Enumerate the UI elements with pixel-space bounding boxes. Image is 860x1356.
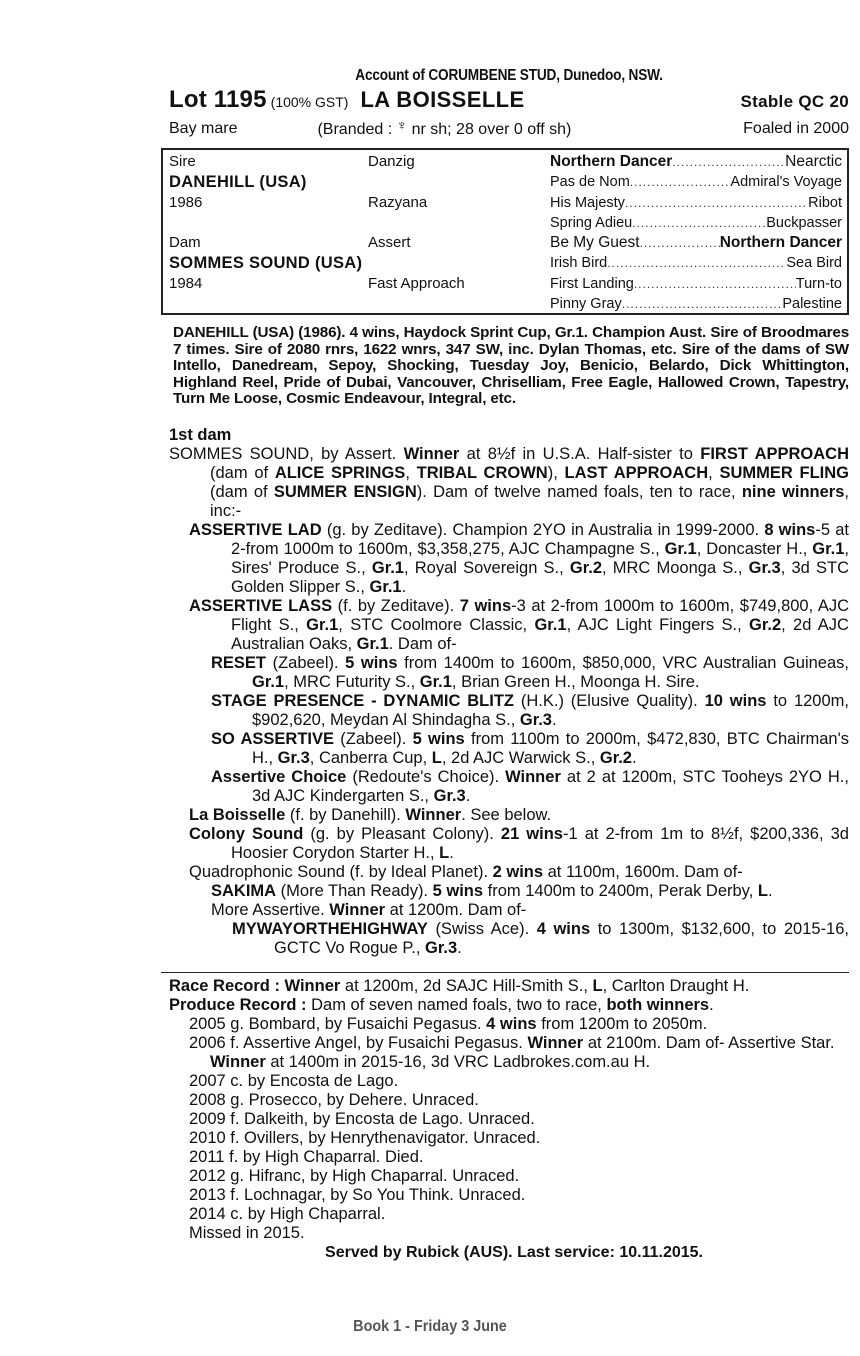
- text: 2006 f. Assertive Angel, by Fusaichi Pegasus.: [189, 1033, 528, 1052]
- brand-prefix: (Branded :: [317, 121, 393, 138]
- bold-text: L: [757, 881, 768, 900]
- produce-record: [169, 996, 849, 1015]
- text: 2009 f. Dalkeith, by Encosta de Lago. Unraced.: [189, 1109, 535, 1128]
- text: , STC Coolmore Classic,: [338, 615, 535, 634]
- bold-text: 4 wins: [536, 919, 591, 938]
- pedigree-cell: Sire: [169, 153, 196, 170]
- text: from 1400m to 1600m, $850,000, VRC Australian Guineas,: [397, 653, 849, 672]
- dot-leader: [634, 274, 796, 294]
- pedigree-ancestor-row: [550, 213, 842, 233]
- bold-text: Winner: [403, 444, 460, 463]
- produce-item: [189, 1205, 849, 1224]
- ancestor-sire: Palestine: [782, 296, 842, 313]
- text: , 2d AJC Warwick S.,: [441, 748, 600, 767]
- text: (dam of: [210, 482, 274, 501]
- dam-family-entry: [211, 654, 849, 692]
- text: .: [465, 786, 471, 805]
- pedigree-cell: Dam: [169, 234, 201, 252]
- dot-leader: [672, 152, 785, 172]
- text: (g. by Pleasant Colony).: [303, 824, 501, 843]
- dam-family-entry: [189, 521, 849, 597]
- pedigree-cell: Danzig: [368, 153, 415, 170]
- bold-text: Gr.1: [812, 539, 845, 558]
- text: (f. by Danehill).: [285, 805, 406, 824]
- text: .: [767, 881, 773, 900]
- text: ). Dam of twelve named foals, ten to race,: [416, 482, 742, 501]
- stable-location: Stable QC 20: [740, 92, 849, 111]
- text: 2010 f. Ovillers, by Henrythenavigator. Unraced.: [189, 1128, 541, 1147]
- text: , Doncaster H.,: [696, 539, 813, 558]
- text: , Carlton Draught H.: [602, 976, 750, 995]
- bold-text: Gr.3: [425, 938, 458, 957]
- text: SOMMES SOUND, by Assert.: [169, 444, 404, 463]
- text: at 1400m in 2015-16, 3d VRC Ladbrokes.com.au H.: [265, 1052, 651, 1071]
- pedigree-ancestor-row: [550, 152, 842, 172]
- text: .: [449, 843, 454, 862]
- dam-family-entry: [189, 597, 849, 654]
- dot-leader: [632, 213, 766, 233]
- race-record: [169, 977, 849, 996]
- bold-text: 2 wins: [492, 862, 544, 881]
- bold-text: Winner: [284, 976, 341, 995]
- text: , inc:-: [210, 482, 849, 520]
- text: -5 at 2-from 1000m to 1600m, $3,358,275, AJC Champagne S.,: [231, 520, 849, 558]
- pedigree-cell: DANEHILL (USA): [169, 173, 307, 192]
- produce-item: [189, 1186, 849, 1205]
- produce-item: [189, 1167, 849, 1186]
- text: (Swiss Ace).: [427, 919, 537, 938]
- text: at 8½f in U.S.A. Half-sister to: [459, 444, 701, 463]
- pedigree-ancestor-row: [550, 172, 842, 192]
- text: .: [401, 577, 407, 596]
- text: from 1200m to 2050m.: [536, 1014, 708, 1033]
- brand-mark-icon: ♆: [396, 117, 408, 133]
- produce-item: [189, 1148, 849, 1167]
- pedigree-cell: SOMMES SOUND (USA): [169, 254, 363, 273]
- text: at 2100m. Dam of- Assertive Star.: [583, 1033, 835, 1052]
- bold-text: Gr.1: [306, 615, 339, 634]
- produce-list: [169, 1015, 849, 1243]
- dam-family-entry: [211, 882, 849, 901]
- pedigree-cell: Razyana: [368, 193, 428, 211]
- text: , Sires' Produce S.,: [231, 539, 849, 577]
- bold-text: 5 wins: [345, 653, 398, 672]
- bold-text: Gr.3: [519, 710, 552, 729]
- text: (g. by Zeditave). Champion 2YO in Australia in 1999-2000.: [321, 520, 765, 539]
- text: .: [551, 710, 557, 729]
- text: (H.K.) (Elusive Quality).: [514, 691, 705, 710]
- bold-text: Gr.2: [569, 558, 602, 577]
- ancestor-name: Be My Guest: [550, 234, 640, 252]
- bold-text: 5 wins: [432, 881, 484, 900]
- dot-leader: [607, 253, 786, 273]
- bold-text: FIRST APPROACH: [700, 444, 850, 463]
- horse-name: LA BOISSELLE: [360, 87, 525, 112]
- produce-item: [189, 1072, 849, 1091]
- bold-text: Colony Sound: [189, 824, 304, 843]
- dot-leader: [630, 172, 731, 192]
- bold-text: RESET: [211, 653, 267, 672]
- bold-text: 5 wins: [412, 729, 465, 748]
- text: , Royal Sovereign S.,: [403, 558, 570, 577]
- bold-text: 7 wins: [459, 596, 512, 615]
- pedigree-ancestor-row: [550, 233, 842, 253]
- text: -3 at 2-from 1000m to 1600m, $749,800, AJC Flight S.,: [231, 596, 849, 634]
- text: -1 at 2-from 1m to 8½f, $200,336, 3d Hoosier Corydon Starter H.,: [231, 824, 849, 862]
- produce-record-label: Produce Record :: [169, 995, 312, 1014]
- ancestor-name: Pinny Gray: [550, 296, 622, 313]
- dam-family-entry: [189, 825, 849, 863]
- text: Missed in 2015.: [189, 1223, 305, 1242]
- dot-leader: [625, 193, 808, 213]
- pedigree-ancestor-row: [550, 294, 842, 314]
- text: (Zabeel).: [266, 653, 346, 672]
- bold-text: Gr.1: [356, 634, 389, 653]
- bold-text: Gr.1: [369, 577, 402, 596]
- text: (Zabeel).: [334, 729, 413, 748]
- text: ,: [708, 463, 720, 482]
- text: . Dam of-: [388, 634, 457, 653]
- dam-family-entry: [211, 730, 849, 768]
- text: . See below.: [461, 805, 552, 824]
- pedigree-cell: [368, 172, 538, 192]
- text: .: [457, 938, 462, 957]
- bold-text: Gr.1: [371, 558, 404, 577]
- ancestor-sire: Admiral's Voyage: [730, 174, 842, 191]
- pedigree-ancestor-row: [550, 193, 842, 213]
- vendor-account: Account of CORUMBENE STUD, Dunedoo, NSW.: [355, 67, 663, 84]
- first-dam-entries: [169, 445, 849, 958]
- bold-text: ALICE SPRINGS: [274, 463, 406, 482]
- bold-text: La Boisselle: [189, 805, 286, 824]
- bold-text: SAKIMA: [211, 881, 277, 900]
- text: at 1200m. Dam of-: [385, 900, 527, 919]
- pedigree-cell: [368, 213, 538, 233]
- bold-text: Gr.1: [252, 672, 285, 691]
- text: .: [631, 748, 637, 767]
- bold-text: L: [439, 843, 450, 862]
- bold-text: Gr.3: [748, 558, 781, 577]
- foaled-year: Foaled in 2000: [743, 120, 849, 137]
- text: , AJC Light Fingers S.,: [566, 615, 750, 634]
- bold-text: STAGE PRESENCE - DYNAMIC BLITZ: [211, 691, 515, 710]
- pedigree-ancestor-row: [550, 253, 842, 273]
- ancestor-sire: Nearctic: [785, 153, 842, 170]
- text: to 1300m, $132,600, to 2015-16, GCTC Vo Rogue P.,: [274, 919, 849, 957]
- pedigree-great-grandparents-column: [550, 152, 842, 314]
- pedigree-cell: 1984: [169, 274, 203, 292]
- text: More Assertive.: [211, 900, 330, 919]
- sire-summary: DANEHILL (USA) (1986). 4 wins, Haydock Sprint Cup, Gr.1. Champion Aust. Sire of Broodmares 7 times. Sire of 2080 rnrs, 1622 wnrs, 347 SW, inc. Dylan Thomas, etc. Sire of the dams of SW Intello, Danedream, Sepoy, Shocking, Tuesday Joy, Benicio, Belardo, Dick Whittington, Highland Reel, Pride of Dubai, Vancouver, Chriselliam, Free Eagle, Hallowed Crown, Tapestry, Turn Me Loose, Cosmic Endeavour, Integral, etc.: [173, 324, 849, 408]
- text: Dam of seven named foals, two to race,: [311, 995, 607, 1014]
- bold-text: Winner: [329, 900, 386, 919]
- first-dam-heading: 1st dam: [169, 425, 232, 444]
- ancestor-sire: Ribot: [808, 194, 842, 211]
- bold-text: Assertive Choice: [211, 767, 347, 786]
- text: from 1400m to 2400m, Perak Derby,: [483, 881, 758, 900]
- records-section: [169, 977, 849, 1262]
- bold-text: MYWAYORTHEHIGHWAY: [232, 919, 428, 938]
- text: from 1100m to 2000m, $472,830, BTC Chairman's H.,: [252, 729, 849, 767]
- dam-family-entry: [211, 901, 849, 920]
- pedigree-cell: [368, 253, 538, 273]
- horse-details: [169, 116, 849, 142]
- pedigree-cell: Assert: [368, 234, 411, 252]
- bold-text: SUMMER FLING: [719, 463, 849, 482]
- ancestor-name: His Majesty: [550, 194, 625, 211]
- text: 2007 c. by Encosta de Lago.: [189, 1071, 399, 1090]
- pedigree-cell: 1986: [169, 193, 203, 211]
- section-divider: [161, 972, 849, 973]
- pedigree-grandparents-column: [368, 152, 538, 314]
- bold-text: Gr.2: [599, 748, 632, 767]
- text: (More Than Ready).: [276, 881, 433, 900]
- ancestor-name: Pas de Nom: [550, 174, 630, 191]
- text: at 1200m, 2d SAJC Hill-Smith S.,: [340, 976, 593, 995]
- bold-text: Gr.2: [749, 615, 782, 634]
- pedigree-parents-column: [169, 152, 369, 294]
- bold-text: Gr.1: [534, 615, 567, 634]
- bold-text: both winners: [606, 995, 710, 1014]
- produce-item: [189, 1224, 849, 1243]
- bold-text: L: [592, 976, 603, 995]
- dot-leader: [640, 233, 720, 253]
- ancestor-sire: Sea Bird: [786, 255, 842, 272]
- bold-text: SO ASSERTIVE: [211, 729, 335, 748]
- text: at 1100m, 1600m. Dam of-: [543, 862, 743, 881]
- bold-text: SUMMER ENSIGN: [273, 482, 417, 501]
- ancestor-name: Spring Adieu: [550, 214, 633, 231]
- bold-text: Winner: [505, 767, 561, 786]
- bold-text: 8 wins: [764, 520, 816, 539]
- bold-text: Winner: [210, 1052, 266, 1071]
- dam-family-entry: [211, 692, 849, 730]
- bold-text: LAST APPROACH: [564, 463, 709, 482]
- horse-description: Bay mare: [169, 120, 238, 137]
- bold-text: L: [431, 748, 442, 767]
- bold-text: Gr.1: [419, 672, 452, 691]
- bold-text: Winner: [527, 1033, 584, 1052]
- bold-text: 4 wins: [486, 1014, 537, 1033]
- dam-family-entry: [189, 806, 849, 825]
- ancestor-name: Irish Bird: [550, 255, 608, 272]
- text: .: [709, 995, 714, 1014]
- page-footer: Book 1 - Friday 3 June: [353, 1318, 507, 1335]
- text: 2008 g. Prosecco, by Dehere. Unraced.: [189, 1090, 479, 1109]
- ancestor-name: Northern Dancer: [550, 153, 673, 170]
- produce-item: [189, 1015, 849, 1034]
- dot-leader: [622, 294, 783, 314]
- text: to 1200m, $902,620, Meydan Al Shindagha S.,: [252, 691, 849, 729]
- bold-text: Gr.3: [277, 748, 310, 767]
- lot-header: [169, 86, 849, 116]
- text: , 3d STC Golden Slipper S.,: [231, 558, 850, 596]
- text: 2014 c. by High Chaparral.: [189, 1204, 386, 1223]
- brand-info: [317, 116, 571, 142]
- text: (dam of: [210, 463, 275, 482]
- bold-text: ASSERTIVE LAD: [189, 520, 322, 539]
- text: at 2 at 1200m, STC Tooheys 2YO H., 3d AJC Kindergarten S.,: [252, 767, 849, 805]
- gst-note: (100% GST): [270, 94, 349, 110]
- text: 2012 g. Hifranc, by High Chaparral. Unraced.: [189, 1166, 520, 1185]
- bold-text: Winner: [405, 805, 462, 824]
- pedigree-cell: [169, 213, 369, 233]
- service-note: Served by Rubick (AUS). Last service: 10.11.2015.: [325, 1243, 703, 1261]
- lot-number: Lot 1195: [169, 86, 267, 113]
- bold-text: 21 wins: [500, 824, 563, 843]
- text: ,: [405, 463, 417, 482]
- dam-family-entry: [211, 768, 849, 806]
- bold-text: 10 wins: [704, 691, 767, 710]
- ancestor-sire: Northern Dancer: [719, 234, 842, 252]
- dam-family-entry: [169, 445, 849, 521]
- text: , Brian Green H., Moonga H. Sire.: [451, 672, 700, 691]
- pedigree-cell: [368, 294, 538, 314]
- produce-item: [189, 1091, 849, 1110]
- brand-suffix: nr sh; 28 over 0 off sh): [411, 121, 572, 138]
- text: 2011 f. by High Chaparral. Died.: [189, 1147, 424, 1166]
- bold-text: ASSERTIVE LASS: [189, 596, 333, 615]
- text: , MRC Moonga S.,: [602, 558, 749, 577]
- produce-item: [189, 1034, 849, 1072]
- produce-item: [189, 1110, 849, 1129]
- pedigree-table: [161, 148, 849, 315]
- bold-text: TRIBAL CROWN: [416, 463, 548, 482]
- dam-family-entry: [232, 920, 849, 958]
- text: , Canberra Cup,: [309, 748, 432, 767]
- pedigree-cell: Fast Approach: [368, 274, 465, 292]
- dam-family-entry: [189, 863, 849, 882]
- text: Quadrophonic Sound (f. by Ideal Planet).: [189, 862, 493, 881]
- produce-item: [189, 1129, 849, 1148]
- text: ),: [547, 463, 565, 482]
- pedigree-ancestor-row: [550, 274, 842, 294]
- bold-text: nine winners: [741, 482, 845, 501]
- text: (Redoute's Choice).: [346, 767, 506, 786]
- text: , 2d AJC Australian Oaks,: [231, 615, 849, 653]
- catalogue-page: [161, 66, 849, 1262]
- ancestor-name: First Landing: [550, 275, 634, 292]
- text: , MRC Futurity S.,: [284, 672, 420, 691]
- ancestor-sire: Buckpasser: [766, 214, 842, 231]
- text: (f. by Zeditave).: [332, 596, 460, 615]
- text: 2013 f. Lochnagar, by So You Think. Unraced.: [189, 1185, 526, 1204]
- bold-text: Gr.1: [664, 539, 697, 558]
- bold-text: Gr.3: [433, 786, 466, 805]
- race-record-label: Race Record :: [169, 976, 285, 995]
- ancestor-sire: Turn-to: [795, 275, 842, 292]
- text: 2005 g. Bombard, by Fusaichi Pegasus.: [189, 1014, 487, 1033]
